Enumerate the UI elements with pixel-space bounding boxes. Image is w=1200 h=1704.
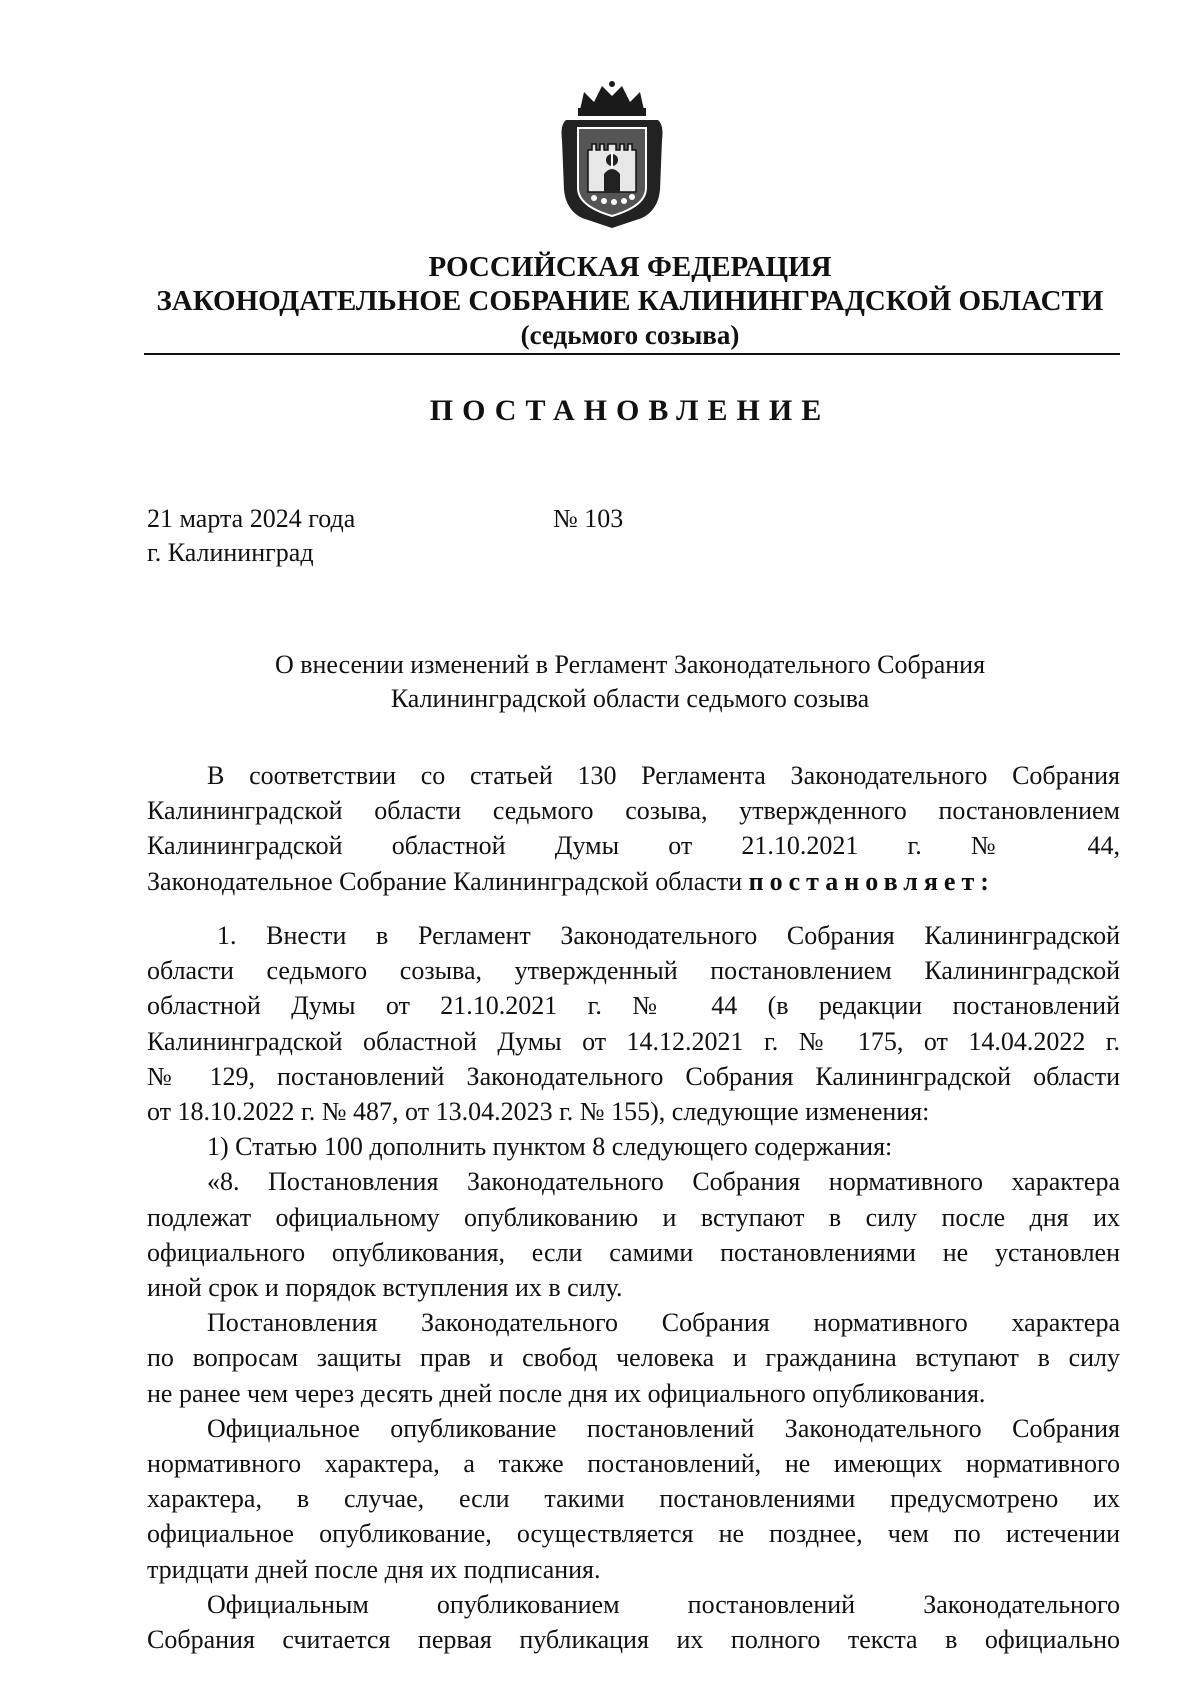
quote-line: нормативного характера, а также постановлений, не имеющих нормативного (147, 1449, 1120, 1479)
item-line: 1. Внести в Регламент Законодательного Собрания Калининградской (217, 921, 1120, 950)
header-country: РОССИЙСКАЯ ФЕДЕРАЦИЯ (428, 251, 832, 283)
header-convocation: (седьмого созыва) (520, 320, 740, 350)
document-city: г. Калининград (147, 538, 314, 567)
quote-line: тридцати дней после дня их подписания. (147, 1554, 601, 1584)
header-authority: ЗАКОНОДАТЕЛЬНОЕ СОБРАНИЕ КАЛИНИНГРАДСКОЙ ОБЛАСТИ (156, 285, 1104, 317)
item-line: Калининградской областной Думы от 14.12.2021 г. № 175, от 14.04.2022 г. (147, 1026, 1120, 1056)
preamble (147, 758, 1120, 899)
quote-line: официального опубликования, если самими постановлениями не установлен (147, 1237, 1120, 1267)
quote-line: Собрания считается первая публикация их полного текста в официально (147, 1625, 1120, 1655)
quote-line: характера, в случае, если такими постановлениями предусмотрено их (147, 1484, 1120, 1514)
title-line: Калининградской области седьмого созыва (390, 684, 870, 713)
quote-line: Официальным опубликованием постановлений Законодательного (207, 1589, 1120, 1619)
quote-line: не ранее чем через десять дней после дня их официального опубликования. (147, 1378, 986, 1408)
quote-line: по вопросам защиты прав и свобод человека и гражданина вступают в силу (147, 1343, 1120, 1373)
preamble-line: В соответствии со статьей 130 Регламента Законодательного Собрания (207, 761, 1120, 790)
item-line: от 18.10.2022 г. № 487, от 13.04.2023 г. № 155), следующие изменения: (147, 1097, 930, 1127)
preamble-line: Калининградской областной Думы от 21.10.2021 г. № 44, (147, 831, 1120, 861)
document-title (140, 648, 1120, 716)
quote-line: подлежат официальному опубликованию и вступают в силу после дня их (147, 1202, 1120, 1232)
item-line: области седьмого созыва, утвержденный постановлением Калининградской (147, 956, 1120, 986)
preamble-text: Законодательное Собрание Калининградской области (147, 866, 749, 896)
subitem-line: 1) Статью 100 дополнить пунктом 8 следующего содержания: (207, 1132, 893, 1162)
item-line: № 129, постановлений Законодательного Собрания Калининградской области (147, 1061, 1120, 1091)
title-line: О внесении изменений в Регламент Законодательного Собрания (274, 650, 986, 679)
resolution-verb: постановляет: (748, 866, 995, 896)
kaliningrad-coat-of-arms-icon (552, 80, 672, 230)
quote-line: Постановления Законодательного Собрания нормативного характера (207, 1308, 1120, 1338)
header-divider (144, 353, 1120, 355)
preamble-line: Калининградской области седьмого созыва, утвержденного постановлением (147, 796, 1120, 826)
quote-line: «8. Постановления Законодательного Собрания нормативного характера (207, 1167, 1120, 1197)
document-number: № 103 (553, 504, 624, 533)
document-date: 21 марта 2024 года (147, 504, 356, 533)
item-1 (147, 918, 1120, 1657)
document-type: ПОСТАНОВЛЕНИЕ (429, 394, 831, 427)
quote-line: официальное опубликование, осуществляется не позднее, чем по истечении (147, 1519, 1120, 1549)
quote-line: иной срок и порядок вступления их в силу. (147, 1273, 623, 1303)
preamble-line (147, 864, 1120, 899)
quote-line: Официальное опубликование постановлений Законодательного Собрания (207, 1413, 1120, 1443)
item-line: областной Думы от 21.10.2021 г. № 44 (в редакции постановлений (147, 991, 1120, 1021)
